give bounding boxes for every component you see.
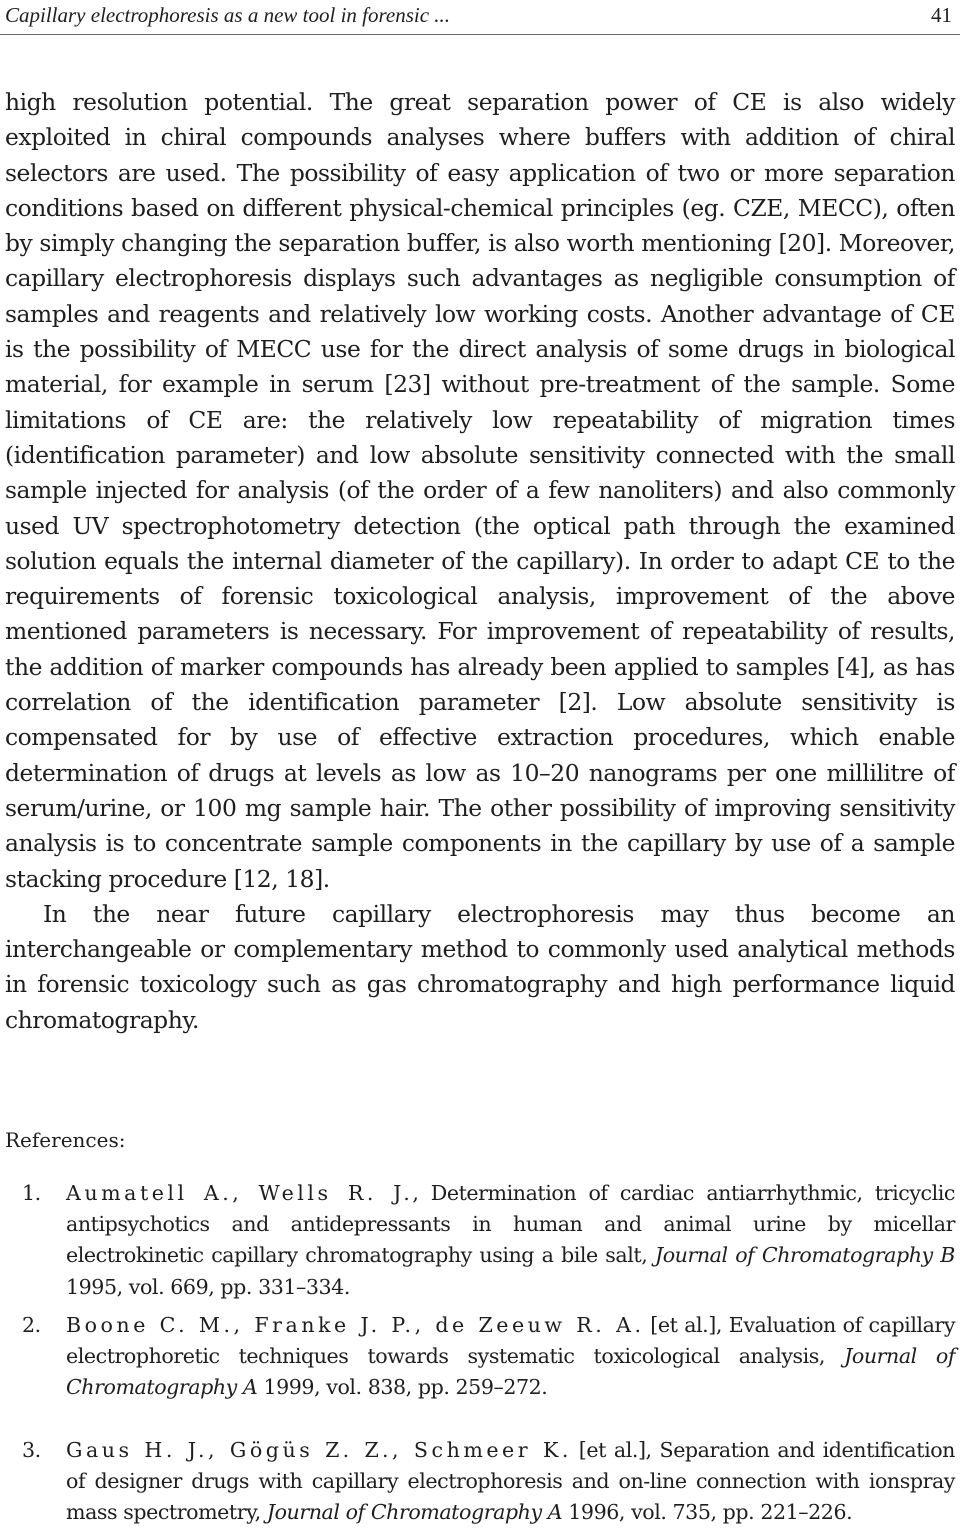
page-number: 41 — [931, 3, 952, 27]
main-body-text — [5, 85, 955, 1038]
running-header — [0, 0, 960, 35]
reference-number: 2. — [22, 1313, 41, 1337]
body-paragraph: In the near future capillary electrophoresis may thus become an interchangeable or complementary method to commonly used analytical methods in forensic toxicology such as gas chromatography and high performance liquid chromatography. — [5, 899, 955, 1034]
reference-details: 1996, vol. 735, pp. 221–226. — [562, 1500, 853, 1525]
reference-authors: Gaus H. J., Gögüs Z. Z., Schmeer K. — [66, 1438, 572, 1462]
reference-journal: Journal of Chromatography A — [266, 1500, 563, 1525]
reference-item — [22, 1178, 955, 1303]
body-paragraph: high resolution potential. The great separation power of CE is also widely exploited in chiral compounds analyses where buffers with addition of chiral selectors are used. The possibility of easy application of two or more separation conditions based on different physical-chemical principles (eg. CZE, MECC), often by simply changing the separation buffer, is also worth mentioning [20]. Moreover, capillary electrophoresis displays such advantages as negligible consumption of samples and reagents and relatively low working costs. Another advantage of CE is the possibility of MECC use for the direct analysis of some drugs in biological material, for example in serum [23] without pre-treatment of the sample. Some limitations of CE are: the relatively low repeatability of migration times (identification parameter) and low absolute sensitivity connected with the small sample injected for analysis (of the order of a few nanoliters) and also commonly used UV spectrophotometry detection (the optical path through the examined solution equals the internal diameter of the capillary). In order to adapt CE to the requirements of forensic toxicological analysis, improvement of the above mentioned parameters is necessary. For improvement of repeatability of results, the addition of marker compounds has already been applied to samples [4], as has correlation of the identification parameter [2]. Low absolute sensitivity is compensated for by use of effective extraction procedures, which enable determination of drugs at levels as low as 10–20 nanograms per one millilitre of serum/urine, or 100 mg sample hair. The other possibility of improving sensitivity analysis is to concentrate sample components in the capillary by use of a sample stacking procedure [12, 18]. — [5, 88, 955, 893]
reference-item — [22, 1435, 955, 1529]
references-heading: References: — [5, 1128, 126, 1152]
reference-journal: Journal of Chromatography B — [654, 1243, 955, 1268]
reference-details: 1999, vol. 838, pp. 259–272. — [257, 1375, 548, 1400]
reference-text: , Determination of cardiac antiarrhythmic, tricyclic antipsychotics and antidepressants in human and animal urine by micellar electrokinetic capillary chromatography using a bile salt, — [66, 1181, 955, 1268]
reference-text: [et al.], Separation and identification of designer drugs with capillary electrophoresis and on-line connection with ionspray mass spectrometry, — [66, 1438, 955, 1525]
running-header-title: Capillary electrophoresis as a new tool in forensic ... — [5, 3, 451, 27]
reference-authors: Aumatell A., Wells R. J. — [66, 1181, 414, 1205]
reference-number: 3. — [22, 1438, 41, 1462]
reference-details: 1995, vol. 669, pp. 331–334. — [66, 1274, 350, 1299]
reference-text: [et al.], Evaluation of capillary electrophoretic techniques towards systematic toxicological analysis, — [66, 1313, 956, 1369]
reference-item — [22, 1310, 956, 1404]
reference-journal: Journal of Chromatography A — [66, 1344, 955, 1400]
reference-authors: Boone C. M., Franke J. P., de Zeeuw R. A. — [66, 1313, 645, 1337]
reference-number: 1. — [22, 1181, 41, 1205]
